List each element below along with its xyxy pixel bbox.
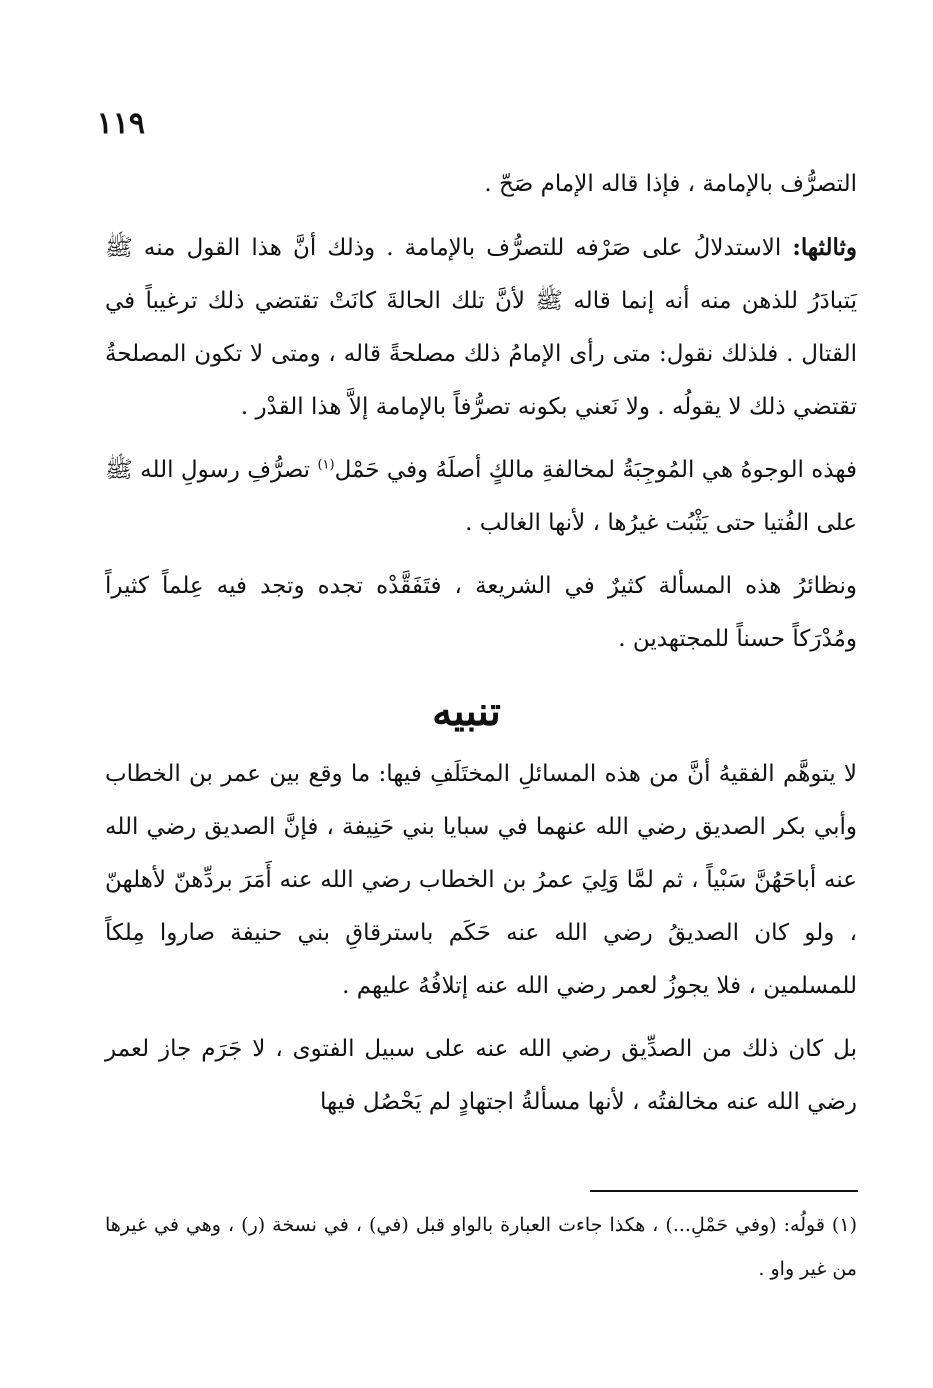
paragraph-text: التصرُّف بالإمامة ، فإذا قاله الإمام صَحّ . (484, 171, 857, 197)
footnote-reference: (١) (317, 457, 335, 473)
main-text (105, 158, 857, 666)
paragraph-1 (105, 158, 857, 211)
paragraph-lead: وثالثها: (792, 234, 857, 261)
footnote-divider (590, 1190, 858, 1192)
main-text-2 (105, 748, 857, 1129)
paragraph-4 (105, 560, 857, 666)
paragraph-5 (105, 748, 857, 1013)
paragraph-6 (105, 1023, 857, 1129)
paragraph-text: تصرُّفِ رسولِ الله ﷺ على الفُتيا حتى يَثْبُت غيرُها ، لأنها الغالب . (105, 457, 857, 536)
paragraph-3 (105, 444, 857, 550)
paragraph-text: الاستدلالُ على صَرْفه للتصرُّف بالإمامة . وذلك أنَّ هذا القول منه ﷺ يَتبادَرُ للذهن منه أنه إنما قاله ﷺ لأنَّ تلك الحالةَ كانَتْ تقتضي ذلك ترغيباً في القتال . فلذلك نقول: متى رأى الإمامُ ذلك مصلحةً قاله ، ومتى لا تكون المصلحةُ تقتضي ذلك لا يقولُه . ولا نَعني بكونه تصرُّفاً بالإمامة إلاَّ هذا القدْر . (105, 235, 857, 420)
footnotes (105, 1203, 857, 1291)
paragraph-2 (105, 221, 857, 434)
section-heading: تنبيه (432, 688, 501, 735)
paragraph-text: بل كان ذلك من الصدِّيق رضي الله عنه على سبيل الفتوى ، لا جَرَم جاز لعمر رضي الله عنه مخالفتُه ، لأنها مسألةُ اجتهادٍ لم يَحْصُل فيها (105, 1036, 857, 1115)
paragraph-text: لا يتوهَّم الفقيهُ أنَّ من هذه المسائلِ المختَلَفِ فيها: ما وقع بين عمر بن الخطاب وأبي بكر الصديق رضي الله عنهما في سبايا بني حَنِيفة ، فإنَّ الصديق رضي الله عنه أباحَهُنَّ سَبْياً ، ثم لمَّا وَلِيَ عمرُ بن الخطاب رضي الله عنه أَمَرَ بردِّهنّ لأهلهنّ ، ولو كان الصديقُ رضي الله عنه حَكَم باسترقاقِ بني حنيفة صاروا مِلكاً للمسلمين ، فلا يجوزُ لعمر رضي الله عنه إتلافُهُ عليهم . (105, 761, 857, 999)
page-number: ١١٩ (96, 106, 145, 141)
footnote-1: (١) قولُه: (وفي حَمْلِ...) ، هكذا جاءت العبارة بالواو قبل (في) ، في نسخة (ر) ، وهي في غيرها من غير واو . (105, 1214, 857, 1280)
paragraph-text: فهذه الوجوهُ هي المُوجِبَةُ لمخالفةِ مالكٍ أصلَهُ وفي حَمْل (334, 457, 857, 483)
paragraph-text: ونظائرُ هذه المسألة كثيرٌ في الشريعة ، فتَفَقَّدْه تجده وتجد فيه عِلماً كثيراً ومُدْرَكاً حسناً للمجتهدين . (105, 573, 857, 652)
